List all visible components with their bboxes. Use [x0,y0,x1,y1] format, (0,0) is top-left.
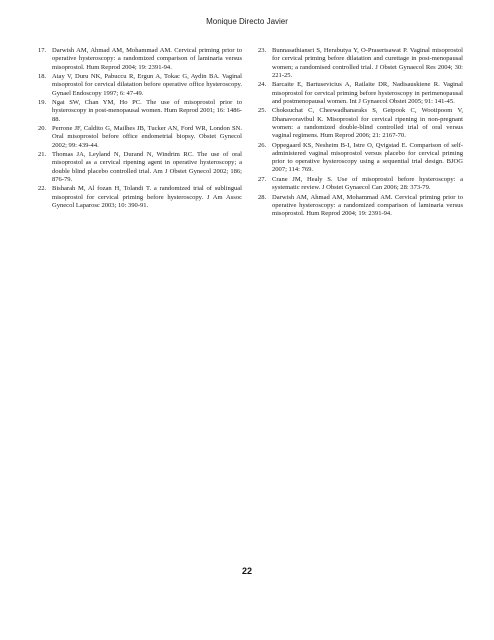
reference-text: Atay V, Duru NK, Pabuccu R, Ergun A, Tokac G, Aydin BA. Vaginal misoprostol for cervical dilatation before operative office hysteroscopy. Gynael Endoscopy 1997; 6: 47-49. [52,72,242,97]
reference-text: Barcaite E, Bartusevicius A, Railaite DR, Nadisauskiene R. Vaginal misoprostol for cervical priming before hysteroscopy in perimenopausal and postmenopausal women. Int J Gynaecol Obstet 2005; 91: 141-45. [272,81,463,105]
reference-text: Oppegaard KS, Nesheim B-I, Istre O, Qvigstad E. Comparison of self-administered vaginal misoprostol versus placebo for cervical priming prior to operative hysteroscopy using a sequential trial design. BJOG 2007; 114: 769. [272,141,463,174]
reference-number: 19. [38,98,47,106]
reference-text: Darwish AM, Ahmad AM, Mohammad AM. Cervical priming prior to operative hysteroscopy: a randomized comparison of laminaria versus misoprostol. Hum Reprod 2004; 19: 2391-94. [272,193,463,218]
reference-item [258,47,463,80]
reference-text: Crane JM, Healy S. Use of misoprostol before hysteroscopy: a systematic review. J Obstet Gynaecol Can 2006; 28: 373-79. [272,175,463,192]
reference-text: Choksuchat C, Cheewadhanaraks S, Getpook C, Wootipoom V, Dhanavoravibul K. Misoprostol for cervical ripening in non-pregnant women: a randomized double-blind controlled trial of oral versus vaginal regimens. Hum Reprod 2006; 21: 2167-70. [272,107,463,140]
reference-number: 25. [258,107,267,115]
reference-text: Thomas JA, Leyland N, Durand N, Windrim RC. The use of oral misoprostol as a cervical ripening agent in operative hysteroscopy; a double blind placebo controlled trial. Am J Obstet Gynecol 2002; 186; 876-79. [52,150,242,183]
reference-text: Perrone JF, Caldito G, Mailhes JB, Tucker AN, Ford WR, London SN. Oral misoprostol before office endometrial biopsy. Obstet Gynecol 2002; 99: 439-44. [52,124,242,149]
reference-item [258,194,463,219]
page-number: 22 [241,566,252,576]
reference-text: Bunnasathiansri S, Herabutya Y, O-Prasertsawat P. Vaginal misoprostol for cervical priming before dilatation and curettage in post-menopausal women; a randomised controlled trial. J Obstet Gynaecol Res 2004; 30: 221-25. [272,47,463,79]
reference-item [38,185,242,210]
reference-number: 21. [38,150,47,158]
reference-item [38,47,242,72]
reference-text: Darwish AM, Ahmad AM, Mohammad AM. Cervical priming prior to operative hysteroscopy: a randomized comparison of laminaria versus misoprostol. Hum Reprod 2004; 19: 2391-94. [52,47,242,71]
reference-item [38,73,242,98]
reference-item [258,142,463,175]
reference-item [38,151,242,184]
reference-text: Bisharah M, Al fozan H, Tolandi T. a randomized trial of sublingual misoprostol for cervical priming before hysteroscopy. J Am Assoc Gynecol Laparosc 2003; 10: 390-91. [52,185,242,209]
reference-number: 24. [258,81,267,89]
reference-number: 28. [258,193,267,201]
reference-number: 26. [258,141,267,149]
reference-item [258,107,463,140]
reference-number: 17. [38,47,47,54]
reference-number: 18. [38,72,47,80]
reference-number: 27. [258,175,267,183]
references-right-column [258,47,463,220]
reference-number: 20. [38,124,47,132]
running-header: Monique Directo Javier [206,17,288,26]
reference-text: Ngai SW, Chan YM, Ho PC. The use of misoprostol prior to hysteroscopy in post-menopausal women. Hum Reprod 2001; 16: 1486-88. [52,98,242,123]
reference-item [38,125,242,150]
reference-number: 22. [38,185,47,193]
reference-item [38,99,242,124]
reference-number: 23. [258,47,267,54]
reference-item [258,176,463,193]
references-left-column [38,47,242,211]
reference-item [258,81,463,106]
